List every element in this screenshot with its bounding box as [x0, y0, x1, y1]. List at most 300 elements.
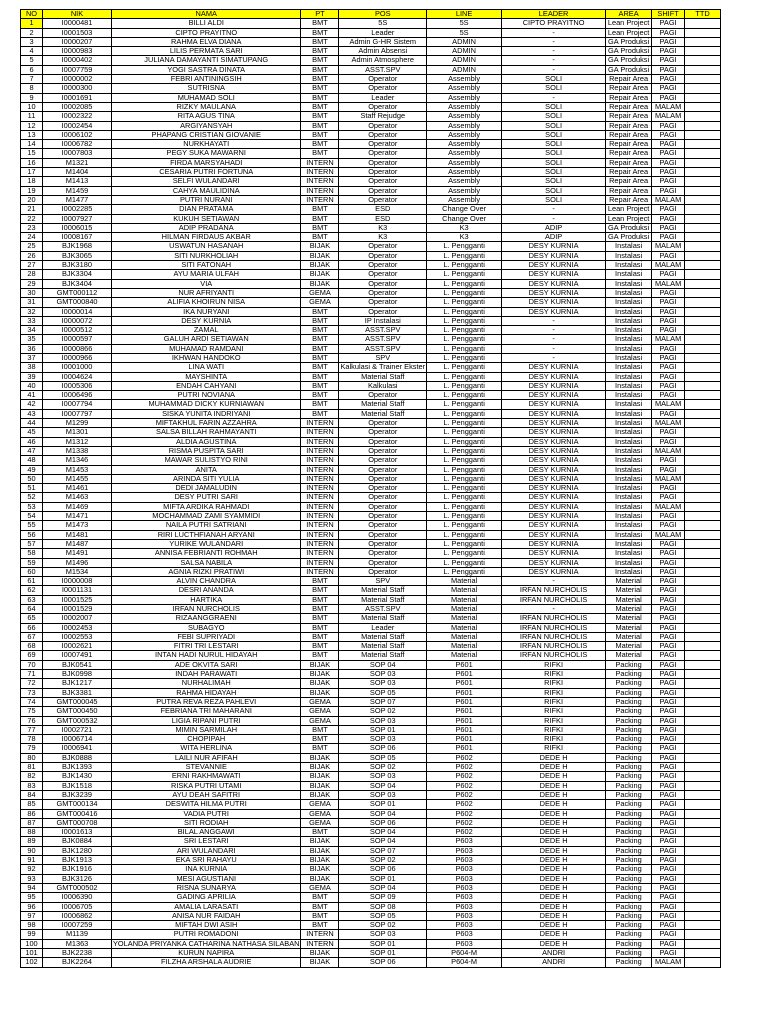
cell-area: Packing [606, 837, 652, 846]
cell-area: Packing [606, 735, 652, 744]
cell-area: Lean Project [606, 28, 652, 37]
cell-pt: BMT [301, 326, 339, 335]
cell-leader: - [502, 28, 606, 37]
cell-line: L. Pengganti [427, 307, 502, 316]
cell-pt: BMT [301, 921, 339, 930]
cell-pos: Leader [339, 623, 427, 632]
cell-ttd [685, 651, 721, 660]
cell-area: Packing [606, 865, 652, 874]
cell-no: 3 [21, 37, 43, 46]
cell-pt: INTERN [301, 186, 339, 195]
cell-no: 82 [21, 772, 43, 781]
cell-line: P603 [427, 921, 502, 930]
table-row [21, 837, 721, 846]
cell-ttd [685, 874, 721, 883]
table-row [21, 679, 721, 688]
cell-pt: BIJAK [301, 790, 339, 799]
cell-leader: DEDE H [502, 809, 606, 818]
cell-nik: BJK0998 [43, 670, 112, 679]
cell-line: P601 [427, 716, 502, 725]
cell-line: P601 [427, 679, 502, 688]
cell-area: Lean Project [606, 214, 652, 223]
table-row [21, 344, 721, 353]
cell-pt: BMT [301, 121, 339, 130]
header-area: AREA [606, 10, 652, 19]
cell-leader: ANDRI [502, 948, 606, 957]
cell-pt: BMT [301, 316, 339, 325]
cell-nik: M1312 [43, 437, 112, 446]
cell-pt: INTERN [301, 446, 339, 455]
cell-shift: PAGI [652, 837, 685, 846]
cell-nik: BJK3404 [43, 279, 112, 288]
cell-line: L. Pengganti [427, 502, 502, 511]
cell-area: Packing [606, 911, 652, 920]
cell-pos: Operator [339, 251, 427, 260]
cell-pos: Material Staff [339, 372, 427, 381]
cell-line: 5S [427, 28, 502, 37]
cell-no: 9 [21, 93, 43, 102]
cell-line: P602 [427, 763, 502, 772]
cell-area: Instalasi [606, 484, 652, 493]
cell-nik: M1491 [43, 549, 112, 558]
cell-leader: SOLI [502, 158, 606, 167]
cell-pt: BMT [301, 353, 339, 362]
cell-no: 66 [21, 623, 43, 632]
cell-nik: BJK3304 [43, 270, 112, 279]
cell-leader: DEDE H [502, 902, 606, 911]
cell-pos: SOP 03 [339, 772, 427, 781]
cell-nama: GALUH ARDI SETIAWAN [112, 335, 301, 344]
cell-ttd [685, 288, 721, 297]
cell-leader: DESY KURNIA [502, 307, 606, 316]
cell-pt: GEMA [301, 298, 339, 307]
table-row [21, 521, 721, 530]
cell-line: P601 [427, 688, 502, 697]
cell-nik: I0000597 [43, 335, 112, 344]
cell-area: Packing [606, 790, 652, 799]
cell-ttd [685, 335, 721, 344]
cell-nik: I0002721 [43, 725, 112, 734]
cell-line: Assembly [427, 158, 502, 167]
cell-nama: DIAN PRATAMA [112, 205, 301, 214]
cell-shift: PAGI [652, 19, 685, 28]
cell-no: 57 [21, 539, 43, 548]
cell-area: Packing [606, 744, 652, 753]
table-row [21, 214, 721, 223]
cell-no: 1 [21, 19, 43, 28]
cell-pt: INTERN [301, 930, 339, 939]
cell-line: P601 [427, 707, 502, 716]
cell-nik: I0002453 [43, 623, 112, 632]
cell-area: Instalasi [606, 298, 652, 307]
cell-area: Packing [606, 781, 652, 790]
table-row [21, 828, 721, 837]
cell-leader: - [502, 65, 606, 74]
cell-line: P603 [427, 893, 502, 902]
cell-leader: DESY KURNIA [502, 521, 606, 530]
cell-nama: PUTRI NOVIANA [112, 391, 301, 400]
table-row [21, 419, 721, 428]
cell-pos: Operator [339, 307, 427, 316]
cell-area: Repair Area [606, 130, 652, 139]
cell-pt: GEMA [301, 818, 339, 827]
cell-pt: BIJAK [301, 679, 339, 688]
cell-area: Packing [606, 697, 652, 706]
cell-pos: SOP 02 [339, 763, 427, 772]
cell-pos: SOP 01 [339, 948, 427, 957]
cell-line: Assembly [427, 168, 502, 177]
cell-no: 21 [21, 205, 43, 214]
cell-shift: PAGI [652, 763, 685, 772]
cell-line: L. Pengganti [427, 391, 502, 400]
cell-pt: GEMA [301, 809, 339, 818]
cell-nama: MIFTA ARDIKA RAHMADI [112, 502, 301, 511]
cell-pos: SOP 07 [339, 697, 427, 706]
cell-pos: Operator [339, 288, 427, 297]
cell-pos: Operator [339, 502, 427, 511]
cell-no: 46 [21, 437, 43, 446]
table-row [21, 818, 721, 827]
cell-shift: PAGI [652, 177, 685, 186]
cell-leader: DESY KURNIA [502, 558, 606, 567]
table-row [21, 381, 721, 390]
cell-line: P602 [427, 828, 502, 837]
cell-leader: DEDE H [502, 883, 606, 892]
cell-shift: MALAM [652, 530, 685, 539]
cell-pt: BIJAK [301, 270, 339, 279]
cell-no: 2 [21, 28, 43, 37]
cell-shift: PAGI [652, 372, 685, 381]
cell-ttd [685, 186, 721, 195]
cell-nama: MUHAMMAD DICKY KURNIAWAN [112, 400, 301, 409]
cell-no: 27 [21, 261, 43, 270]
cell-leader: DESY KURNIA [502, 474, 606, 483]
cell-area: Packing [606, 725, 652, 734]
cell-pt: BMT [301, 344, 339, 353]
cell-area: Instalasi [606, 270, 652, 279]
cell-no: 80 [21, 753, 43, 762]
table-row [21, 270, 721, 279]
cell-area: Lean Project [606, 205, 652, 214]
cell-leader: IRFAN NURCHOLIS [502, 623, 606, 632]
table-row [21, 893, 721, 902]
cell-line: L. Pengganti [427, 288, 502, 297]
cell-nik: I0002454 [43, 121, 112, 130]
cell-no: 41 [21, 391, 43, 400]
cell-nama: ZAMAL [112, 326, 301, 335]
cell-nama: JULIANA DAMAYANTI SIMATUPANG [112, 56, 301, 65]
cell-line: L. Pengganti [427, 372, 502, 381]
cell-pt: INTERN [301, 195, 339, 204]
cell-nama: FEBRI ANTININGSIH [112, 75, 301, 84]
cell-no: 34 [21, 326, 43, 335]
cell-pos: Operator [339, 521, 427, 530]
cell-ttd [685, 902, 721, 911]
cell-ttd [685, 930, 721, 939]
table-row [21, 130, 721, 139]
cell-ttd [685, 242, 721, 251]
cell-area: Packing [606, 809, 652, 818]
cell-ttd [685, 530, 721, 539]
cell-area: Packing [606, 679, 652, 688]
cell-area: Repair Area [606, 149, 652, 158]
cell-nama: PEGY SUKA MAWARNI [112, 149, 301, 158]
cell-nama: RIRI LUCTHFIANAH ARYANI [112, 530, 301, 539]
cell-no: 32 [21, 307, 43, 316]
cell-nama: ADIP PRADANA [112, 223, 301, 232]
cell-nama: RIZKY MAULANA [112, 102, 301, 111]
cell-no: 45 [21, 428, 43, 437]
cell-nik: BJK3239 [43, 790, 112, 799]
cell-area: Instalasi [606, 502, 652, 511]
cell-shift: MALAM [652, 102, 685, 111]
cell-nama: FEBI SUPRIYADI [112, 632, 301, 641]
cell-ttd [685, 818, 721, 827]
cell-nama: ALIFIA KHOIRUN NISA [112, 298, 301, 307]
table-row [21, 632, 721, 641]
cell-leader: - [502, 214, 606, 223]
cell-nama: IRFAN NURCHOLIS [112, 605, 301, 614]
cell-nik: M1487 [43, 539, 112, 548]
cell-pt: BMT [301, 400, 339, 409]
cell-pos: SOP 04 [339, 828, 427, 837]
cell-nama: MOCHAMMAD ZAMI SYAMMIDI [112, 512, 301, 521]
cell-shift: PAGI [652, 772, 685, 781]
cell-pos: Operator [339, 195, 427, 204]
cell-line: L. Pengganti [427, 493, 502, 502]
cell-pt: BMT [301, 409, 339, 418]
cell-area: Instalasi [606, 372, 652, 381]
table-row [21, 28, 721, 37]
cell-no: 87 [21, 818, 43, 827]
cell-leader: - [502, 326, 606, 335]
cell-area: Instalasi [606, 242, 652, 251]
header-row [21, 10, 721, 19]
cell-pos: SOP 02 [339, 921, 427, 930]
cell-pos: ESD [339, 205, 427, 214]
table-row [21, 298, 721, 307]
cell-area: Material [606, 623, 652, 632]
cell-shift: PAGI [652, 158, 685, 167]
cell-line: Material [427, 614, 502, 623]
cell-area: Instalasi [606, 335, 652, 344]
cell-line: P601 [427, 725, 502, 734]
cell-no: 15 [21, 149, 43, 158]
cell-pos: Material Staff [339, 651, 427, 660]
cell-leader: - [502, 577, 606, 586]
cell-shift: PAGI [652, 65, 685, 74]
table-row [21, 37, 721, 46]
cell-nik: I0007794 [43, 400, 112, 409]
cell-nama: ARGIYANSYAH [112, 121, 301, 130]
cell-shift: PAGI [652, 846, 685, 855]
cell-ttd [685, 809, 721, 818]
table-row [21, 688, 721, 697]
cell-line: L. Pengganti [427, 400, 502, 409]
cell-nik: I0002007 [43, 614, 112, 623]
cell-no: 17 [21, 168, 43, 177]
table-row [21, 372, 721, 381]
cell-area: Packing [606, 921, 652, 930]
cell-leader: - [502, 47, 606, 56]
table-row [21, 437, 721, 446]
cell-ttd [685, 539, 721, 548]
cell-pt: BMT [301, 828, 339, 837]
cell-shift: PAGI [652, 679, 685, 688]
cell-line: P602 [427, 753, 502, 762]
cell-leader: DESY KURNIA [502, 251, 606, 260]
cell-no: 92 [21, 865, 43, 874]
cell-pos: Operator [339, 428, 427, 437]
cell-no: 85 [21, 800, 43, 809]
cell-nik: I0000983 [43, 47, 112, 56]
cell-nama: MUHAMAD SOLI [112, 93, 301, 102]
cell-leader: SOLI [502, 102, 606, 111]
cell-pt: INTERN [301, 158, 339, 167]
table-row [21, 19, 721, 28]
cell-area: Instalasi [606, 521, 652, 530]
cell-pos: K3 [339, 223, 427, 232]
table-row [21, 75, 721, 84]
cell-nik: M1469 [43, 502, 112, 511]
cell-no: 4 [21, 47, 43, 56]
cell-nik: BJK2264 [43, 958, 112, 967]
cell-nik: M1346 [43, 456, 112, 465]
cell-pos: SOP 03 [339, 716, 427, 725]
cell-nama: PHAPANG CRISTIAN GIOVANIE [112, 130, 301, 139]
cell-shift: PAGI [652, 558, 685, 567]
cell-area: Repair Area [606, 158, 652, 167]
cell-nama: YURIKE WULANDARI [112, 539, 301, 548]
cell-ttd [685, 577, 721, 586]
cell-shift: PAGI [652, 632, 685, 641]
table-row [21, 251, 721, 260]
cell-shift: PAGI [652, 781, 685, 790]
cell-nama: YOLANDA PRIYANKA CATHARINA NATHASA SILABAN [113, 939, 300, 948]
cell-line: P601 [427, 660, 502, 669]
cell-shift: PAGI [652, 512, 685, 521]
table-body [21, 19, 721, 967]
cell-area: Instalasi [606, 363, 652, 372]
cell-no: 102 [21, 958, 43, 967]
cell-leader: CIPTO PRAYITNO [502, 19, 606, 28]
cell-leader: RIFKI [502, 707, 606, 716]
table-row [21, 586, 721, 595]
cell-leader: DESY KURNIA [502, 279, 606, 288]
cell-nik: BJK1217 [43, 679, 112, 688]
cell-nik: M1534 [43, 567, 112, 576]
cell-pt: INTERN [301, 521, 339, 530]
cell-line: L. Pengganti [427, 335, 502, 344]
cell-ttd [685, 168, 721, 177]
cell-ttd [685, 595, 721, 604]
cell-pt: BMT [301, 372, 339, 381]
cell-ttd [685, 130, 721, 139]
cell-nik: GMT000112 [43, 288, 112, 297]
cell-area: Material [606, 632, 652, 641]
cell-pos: SOP 04 [339, 883, 427, 892]
table-row [21, 902, 721, 911]
cell-pos: K3 [339, 233, 427, 242]
cell-nik: M1455 [43, 474, 112, 483]
cell-line: Material [427, 605, 502, 614]
cell-shift: PAGI [652, 939, 685, 948]
cell-pos: SOP 04 [339, 781, 427, 790]
cell-ttd [685, 65, 721, 74]
cell-pt: INTERN [301, 484, 339, 493]
cell-no: 25 [21, 242, 43, 251]
cell-nama: RISKA PUTRI UTAMI [112, 781, 301, 790]
cell-no: 79 [21, 744, 43, 753]
cell-shift: PAGI [652, 56, 685, 65]
cell-nik: M1461 [43, 484, 112, 493]
cell-no: 71 [21, 670, 43, 679]
cell-pt: BMT [301, 381, 339, 390]
cell-leader: ADIP [502, 233, 606, 242]
cell-nik: M1459 [43, 186, 112, 195]
cell-pos: Operator [339, 456, 427, 465]
cell-ttd [685, 493, 721, 502]
cell-shift: PAGI [652, 921, 685, 930]
cell-nik: I0001691 [43, 93, 112, 102]
cell-nama: MESI AGUSTIANI [112, 874, 301, 883]
cell-nik: I0002285 [43, 205, 112, 214]
cell-ttd [685, 921, 721, 930]
cell-ttd [685, 828, 721, 837]
cell-pos: SOP 03 [339, 930, 427, 939]
cell-nik: I0000207 [43, 37, 112, 46]
cell-no: 95 [21, 893, 43, 902]
cell-area: Repair Area [606, 84, 652, 93]
cell-area: Packing [606, 660, 652, 669]
table-row [21, 577, 721, 586]
cell-pt: INTERN [301, 474, 339, 483]
cell-shift: MALAM [652, 419, 685, 428]
cell-area: Packing [606, 874, 652, 883]
cell-nama: NUR AFRIYANTI [112, 288, 301, 297]
cell-no: 18 [21, 177, 43, 186]
cell-nama: LINA WATI [112, 363, 301, 372]
cell-shift: PAGI [652, 298, 685, 307]
cell-ttd [685, 158, 721, 167]
cell-no: 51 [21, 484, 43, 493]
cell-no: 12 [21, 121, 43, 130]
cell-pt: BIJAK [301, 865, 339, 874]
cell-shift: PAGI [652, 688, 685, 697]
cell-ttd [685, 688, 721, 697]
cell-leader: DESY KURNIA [502, 419, 606, 428]
cell-nama: ARINDA SITI YULIA [112, 474, 301, 483]
cell-nama: MAYSHINTA [112, 372, 301, 381]
cell-shift: PAGI [652, 47, 685, 56]
cell-pt: INTERN [301, 465, 339, 474]
cell-area: Repair Area [606, 186, 652, 195]
cell-no: 97 [21, 911, 43, 920]
table-row [21, 958, 721, 967]
cell-ttd [685, 893, 721, 902]
cell-nama: ARI WULANDARI [112, 846, 301, 855]
table-row [21, 874, 721, 883]
cell-shift: PAGI [652, 818, 685, 827]
cell-pos: SPV [339, 353, 427, 362]
cell-shift: PAGI [652, 326, 685, 335]
cell-leader: DESY KURNIA [502, 298, 606, 307]
cell-pos: ASST.SPV [339, 65, 427, 74]
cell-nama: HARTIKA [112, 595, 301, 604]
table-row [21, 623, 721, 632]
cell-nama: HILMAN FIRDAUS AKBAR [112, 233, 301, 242]
cell-nik: I0002322 [43, 112, 112, 121]
